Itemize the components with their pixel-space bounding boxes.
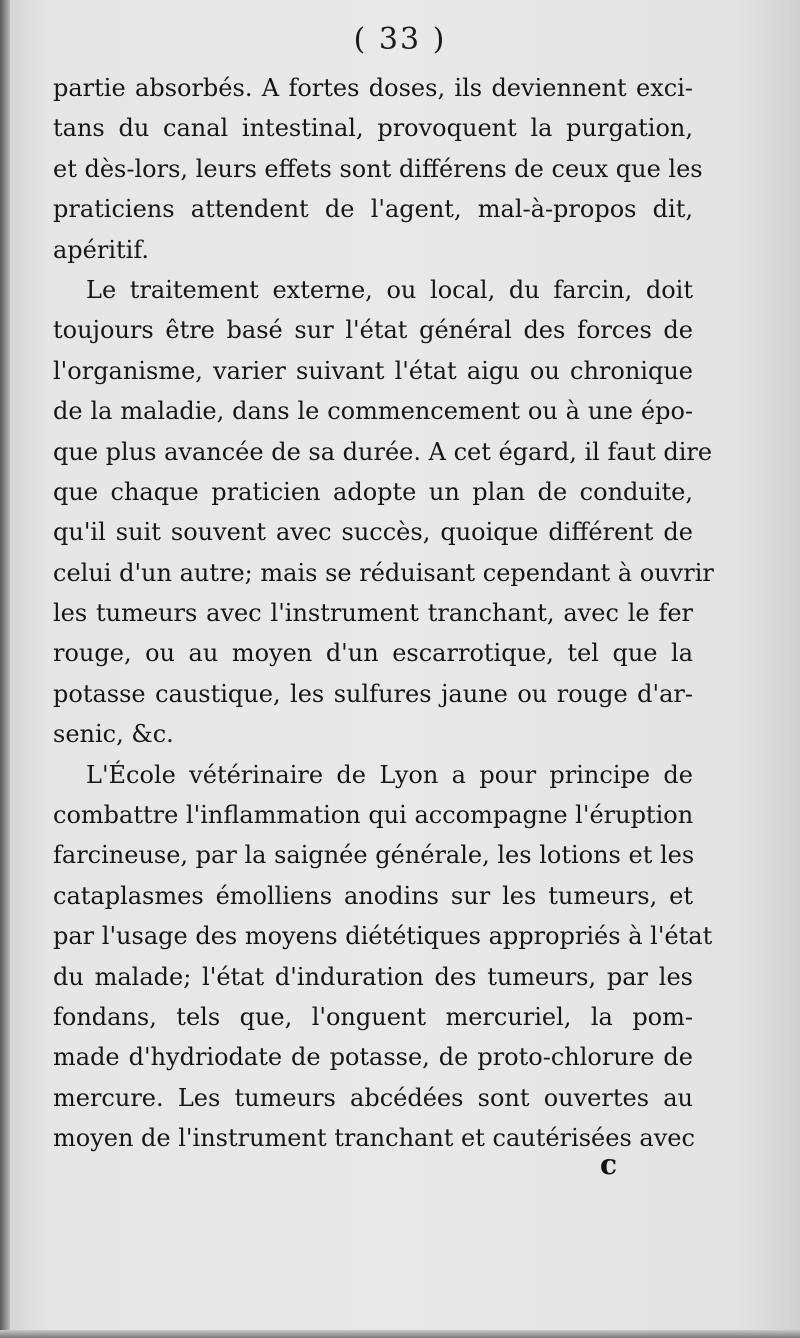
text-line: fondans, tels que, l'onguent mercuriel, la pom-: [53, 1002, 693, 1031]
text-line: moyen de l'instrument tranchant et cautérisées avec: [53, 1124, 695, 1153]
text-line: rouge, ou au moyen d'un escarrotique, tel que la: [53, 639, 693, 668]
text-line: tans du canal intestinal, provoquent la purgation,: [53, 114, 693, 143]
text-line: praticiens attendent de l'agent, mal-à-propos dit,: [53, 195, 693, 224]
text-line: apéritif.: [53, 235, 149, 264]
body-text: [53, 68, 714, 1159]
text-line: celui d'un autre; mais se réduisant cependant à ouvrir: [53, 558, 714, 587]
text-line: farcineuse, par la saignée générale, les lotions et les: [53, 841, 695, 870]
text-line: L'École vétérinaire de Lyon a pour principe de: [86, 760, 693, 789]
page-number: ( 33 ): [353, 22, 447, 57]
text-line: par l'usage des moyens diététiques appropriés à l'état: [53, 922, 713, 951]
text-line: de la maladie, dans le commencement ou à une épo-: [53, 397, 693, 426]
text-line: que plus avancée de sa durée. A cet égard, il faut dire: [53, 437, 713, 466]
text-line: que chaque praticien adopte un plan de conduite,: [53, 477, 693, 506]
text-line: du malade; l'état d'induration des tumeurs, par les: [53, 962, 693, 991]
text-line: made d'hydriodate de potasse, de proto-chlorure de: [53, 1043, 693, 1072]
text-line: partie absorbés. A fortes doses, ils deviennent exci-: [53, 74, 693, 102]
text-line: senic, &c.: [53, 720, 174, 749]
text-line: cataplasmes émolliens anodins sur les tumeurs, et: [53, 881, 693, 910]
text-line: potasse caustique, les sulfures jaune ou rouge d'ar-: [53, 679, 693, 708]
text-line: mercure. Les tumeurs abcédées sont ouvertes au: [53, 1083, 693, 1112]
text-line: combattre l'inflammation qui accompagne l'éruption: [53, 801, 694, 830]
page-bottom-shadow: [0, 1330, 800, 1338]
page-edge-shadow: [0, 0, 10, 1338]
text-line: les tumeurs avec l'instrument tranchant, avec le fer: [53, 599, 693, 628]
text-line: Le traitement externe, ou local, du farcin, doit: [86, 275, 693, 304]
signature-mark: c: [600, 1148, 618, 1181]
text-line: toujours être basé sur l'état général des forces de: [53, 316, 693, 345]
text-line: qu'il suit souvent avec succès, quoique différent de: [53, 518, 693, 547]
text-line: et dès-lors, leurs effets sont différens de ceux que les: [53, 154, 703, 183]
text-line: l'organisme, varier suivant l'état aigu ou chronique: [53, 356, 693, 385]
